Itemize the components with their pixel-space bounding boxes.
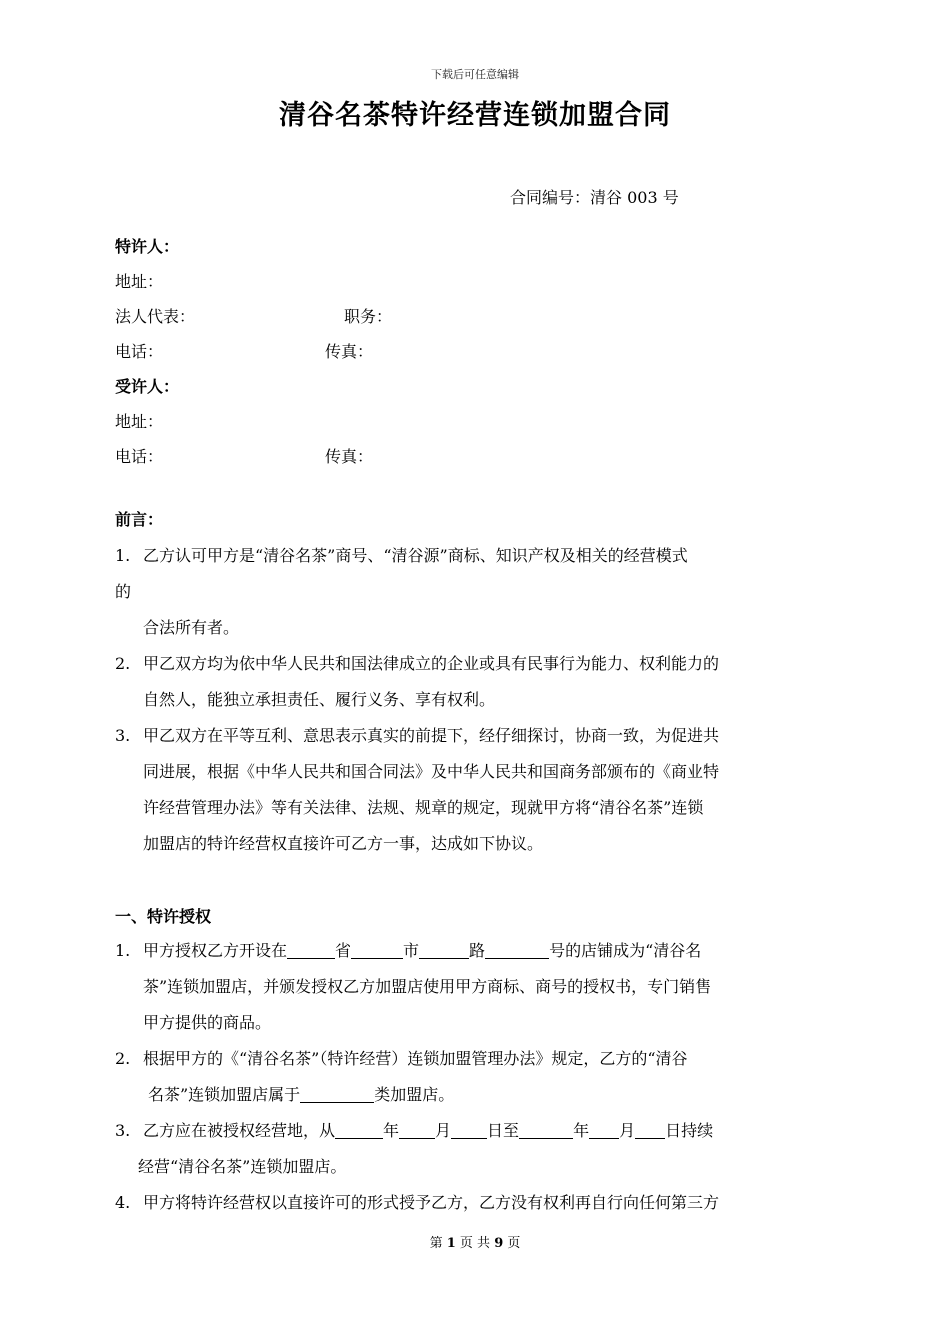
list-item-cont — [115, 1077, 840, 1113]
item-text: 名茶”连锁加盟店属于 类加盟店。 — [148, 1085, 455, 1104]
fill-blank[interactable] — [635, 1120, 665, 1139]
fill-blank[interactable] — [451, 1120, 487, 1139]
list-item — [115, 538, 840, 574]
item-text: 自然人，能独立承担责任、履行义务、享有权利。 — [143, 690, 496, 709]
list-item-cont — [115, 1005, 840, 1041]
item-text: 的 — [115, 582, 132, 601]
franchisor-phone-label: 电话： — [115, 342, 164, 361]
list-item — [115, 1113, 840, 1149]
franchisor-address-label: 地址： — [115, 272, 164, 291]
franchisor-heading: 特许人： — [115, 237, 180, 256]
franchisee-heading: 受许人： — [115, 377, 180, 396]
franchisee-phone-label: 电话： — [115, 447, 164, 466]
franchisor-fax-label: 传真： — [325, 342, 374, 361]
list-item-cont — [115, 1149, 840, 1185]
list-item — [115, 718, 840, 754]
item-text: 根据甲方的《“清谷名茶”（特许经营）连锁加盟管理办法》规定，乙方的“清谷 — [143, 1049, 688, 1068]
preface-heading: 前言： — [115, 510, 164, 529]
item-text: 甲乙双方均为依中华人民共和国法律成立的企业或具有民事行为能力、权利能力的 — [143, 654, 720, 673]
list-item-cont — [115, 574, 840, 610]
item-number: 2. — [115, 654, 131, 673]
franchisor-rep-row — [115, 305, 393, 329]
franchisee-fax-label: 传真： — [325, 447, 374, 466]
franchisor-phone-row — [115, 340, 374, 364]
preface-list — [115, 538, 840, 862]
position-label: 职务： — [344, 307, 393, 326]
item-text: 乙方应在被授权经营地，从 年 月 日至 年 月 日持续 — [143, 1121, 714, 1140]
item-text: 茶”连锁加盟店，并颁发授权乙方加盟店使用甲方商标、商号的授权书，专门销售 — [143, 977, 712, 996]
item-text: 乙方认可甲方是“清谷名茶”商号、“清谷源”商标、知识产权及相关的经营模式 — [143, 546, 688, 565]
fill-blank[interactable] — [335, 1120, 383, 1139]
fill-blank[interactable] — [589, 1120, 619, 1139]
section-1-list — [115, 933, 840, 1221]
page-footer — [0, 1232, 950, 1251]
item-text: 加盟店的特许经营权直接许可乙方一事，达成如下协议。 — [143, 834, 544, 853]
item-text: 合法所有者。 — [143, 618, 240, 637]
total-pages-number: 9 — [494, 1236, 504, 1251]
fill-blank[interactable] — [399, 1120, 435, 1139]
franchisee-address-label: 地址： — [115, 412, 164, 431]
item-text: 甲乙双方在平等互利、意思表示真实的前提下，经仔细探讨，协商一致，为促进共 — [143, 726, 720, 745]
footer-suffix: 页 — [507, 1236, 521, 1251]
list-item-cont — [115, 826, 840, 862]
contract-number: 合同编号：清谷 003 号 — [510, 188, 679, 207]
item-text: 经营“清谷名茶”连锁加盟店。 — [138, 1157, 347, 1176]
list-item — [115, 646, 840, 682]
list-item — [115, 1185, 840, 1221]
franchisee-phone-row — [115, 445, 374, 469]
item-number: 3. — [115, 1121, 131, 1140]
item-number: 3. — [115, 726, 131, 745]
fill-blank[interactable] — [519, 1120, 573, 1139]
item-text: 许经营管理办法》等有关法律、法规、规章的规定，现就甲方将“清谷名茶”连锁 — [143, 798, 704, 817]
item-text: 甲方提供的商品。 — [143, 1013, 272, 1032]
item-text: 甲方将特许经营权以直接许可的形式授予乙方，乙方没有权利再自行向任何第三方 — [143, 1193, 720, 1212]
list-item-cont — [115, 610, 840, 646]
list-item-cont — [115, 754, 840, 790]
fill-blank[interactable] — [419, 940, 469, 959]
fill-blank[interactable] — [485, 940, 549, 959]
list-item-cont — [115, 969, 840, 1005]
item-number: 4. — [115, 1193, 131, 1212]
document-title: 清谷名茶特许经营连锁加盟合同 — [279, 100, 671, 131]
fill-blank[interactable] — [300, 1084, 374, 1103]
item-text: 甲方授权乙方开设在 省 市 路 号的店铺成为“清谷名 — [143, 941, 702, 960]
item-number: 1. — [115, 941, 131, 960]
list-item — [115, 1041, 840, 1077]
footer-middle: 页 共 — [459, 1236, 491, 1251]
legal-rep-label: 法人代表： — [115, 307, 196, 326]
current-page-number: 1 — [446, 1236, 456, 1251]
item-number: 2. — [115, 1049, 131, 1068]
list-item-cont — [115, 682, 840, 718]
section-1-heading: 一、特许授权 — [115, 907, 212, 926]
list-item-cont — [115, 790, 840, 826]
footer-prefix: 第 — [429, 1236, 443, 1251]
item-number: 1. — [115, 546, 131, 565]
header-note: 下载后可任意编辑 — [431, 68, 519, 81]
list-item — [115, 933, 840, 969]
item-text: 同进展，根据《中华人民共和国合同法》及中华人民共和国商务部颁布的《商业特 — [143, 762, 720, 781]
fill-blank[interactable] — [287, 940, 335, 959]
fill-blank[interactable] — [351, 940, 403, 959]
